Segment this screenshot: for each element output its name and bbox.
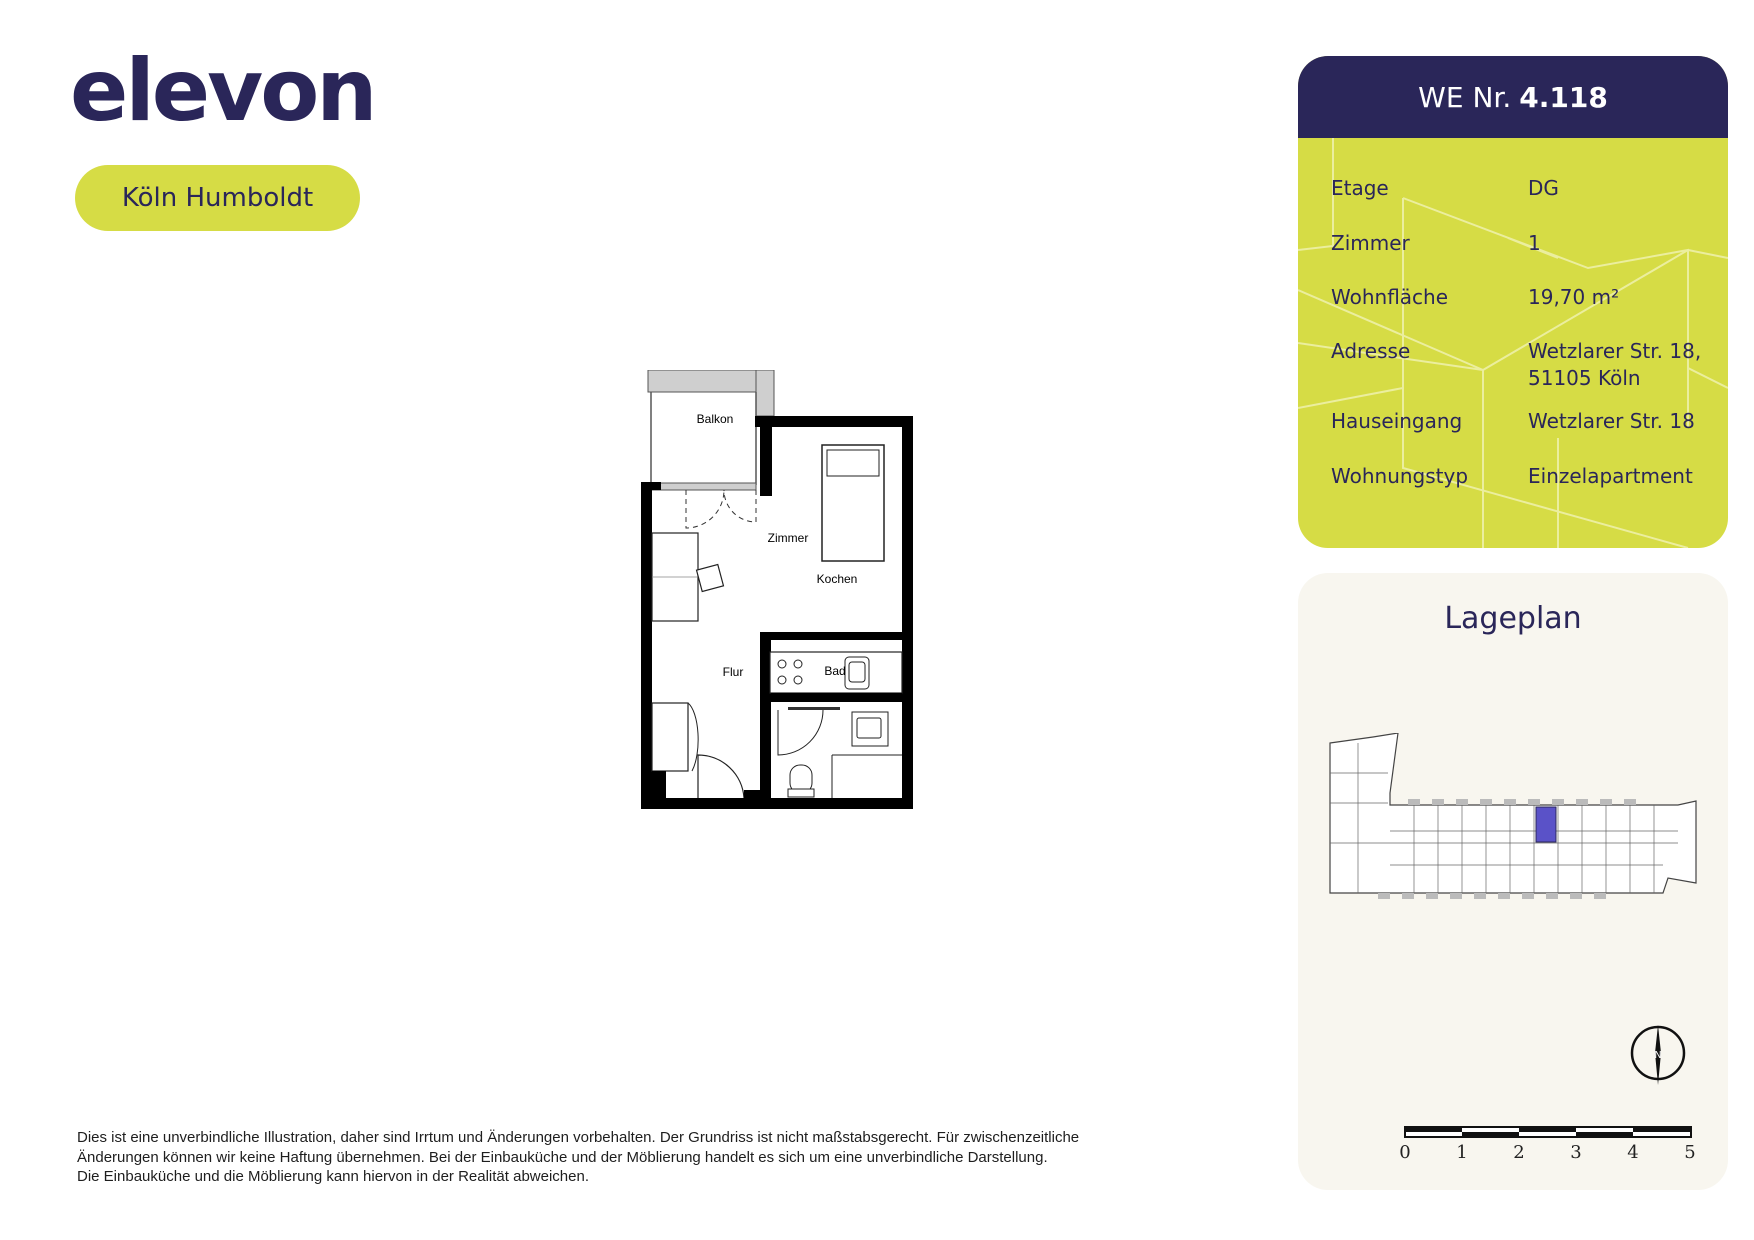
- apartment-floorplan: [640, 370, 940, 820]
- scale-label: 3: [1570, 1142, 1582, 1163]
- disclaimer-line: Dies ist eine unverbindliche Illustration, daher sind Irrtum und Änderungen vorbehalten. Der Grundriss ist nicht maßstabsgerecht. Für zwischenzeitliche: [77, 1129, 1080, 1146]
- detail-label: Wohnungstyp: [1331, 464, 1469, 488]
- scale-label: 4: [1627, 1142, 1639, 1163]
- disclaimer-line: Die Einbauküche und die Möblierung kann hiervon in der Realität abweichen.: [77, 1168, 589, 1185]
- elevon-logo: elevon: [70, 41, 375, 141]
- scale-bar: [1399, 1126, 1696, 1176]
- disclaimer: [77, 1128, 1177, 1187]
- unit-prefix: WE Nr.: [1418, 80, 1512, 114]
- unit-number-header: [1298, 56, 1728, 138]
- location-label: Köln Humboldt: [121, 183, 314, 213]
- detail-value: 51105 Köln: [1528, 366, 1641, 390]
- room-label-bad: Bad: [824, 664, 846, 678]
- room-label-balkon: Balkon: [696, 412, 734, 426]
- scale-label: 2: [1513, 1142, 1525, 1163]
- detail-label: Zimmer: [1331, 231, 1410, 255]
- scale-label: 1: [1456, 1142, 1468, 1163]
- lageplan-card: [1298, 573, 1728, 1190]
- site-plan-map: [1318, 733, 1718, 903]
- room-label-kochen: Kochen: [816, 572, 858, 586]
- unit-number: 4.118: [1519, 80, 1608, 114]
- detail-value: 1: [1528, 231, 1541, 255]
- scale-label: 0: [1399, 1142, 1411, 1163]
- detail-label: Etage: [1331, 176, 1389, 200]
- lageplan-title: Lageplan: [1444, 601, 1582, 636]
- detail-value: 19,70 m²: [1528, 285, 1620, 309]
- room-label-flur: Flur: [722, 665, 744, 679]
- detail-value: Wetzlarer Str. 18: [1528, 409, 1695, 433]
- north-arrow-icon: [1628, 1023, 1688, 1087]
- location-badge: [75, 165, 360, 231]
- compass-label: N: [1654, 1050, 1662, 1061]
- detail-value: Einzelapartment: [1528, 464, 1693, 488]
- highlighted-unit: [1536, 807, 1556, 842]
- detail-value: DG: [1528, 176, 1559, 200]
- scale-label: 5: [1684, 1142, 1696, 1163]
- detail-label: Wohnfläche: [1331, 285, 1449, 309]
- detail-value: Wetzlarer Str. 18,: [1528, 339, 1702, 363]
- room-label-zimmer: Zimmer: [767, 531, 809, 545]
- detail-label: Hauseingang: [1331, 409, 1463, 433]
- detail-label: Adresse: [1331, 339, 1411, 363]
- disclaimer-line: Änderungen können wir keine Haftung übernehmen. Bei der Einbauküche und der Möblierung handelt es sich um eine unverbindliche Darstellung.: [77, 1148, 1048, 1166]
